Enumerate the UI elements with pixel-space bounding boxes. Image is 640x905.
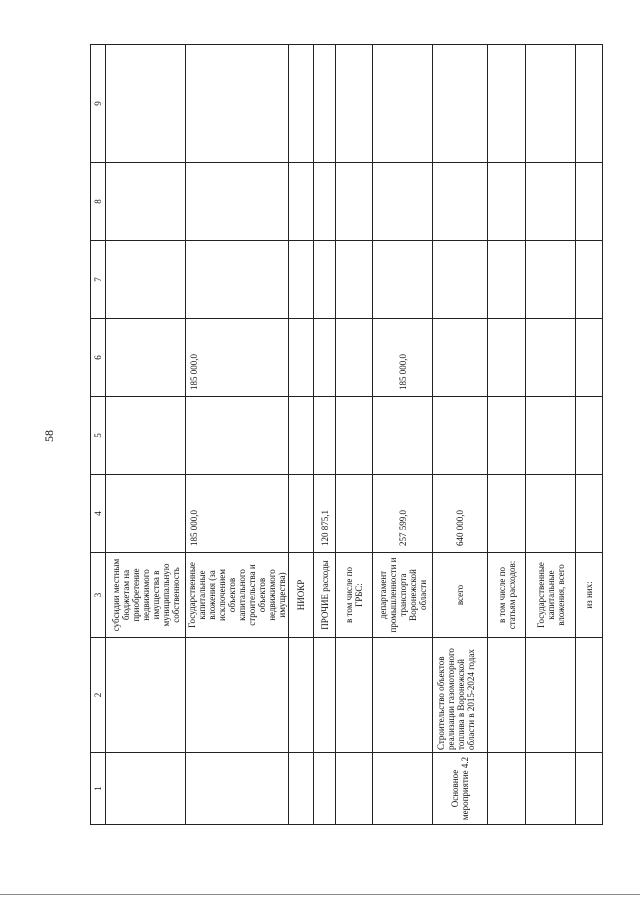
cell [526, 163, 576, 241]
cell [186, 45, 289, 163]
col-header-1: 1 [91, 753, 106, 825]
budget-table [90, 44, 603, 825]
cell [433, 241, 488, 319]
cell [106, 319, 186, 397]
cell [526, 753, 576, 825]
cell: субсидии местным бюджетам на приобретение недвижимого имущества в муниципальную собственность [106, 553, 186, 638]
cell [373, 163, 433, 241]
col-header-7: 7 [91, 241, 106, 319]
cell [433, 397, 488, 475]
cell: департамент промышленности и транспорта Воронежской области [373, 553, 433, 638]
cell [526, 638, 576, 753]
cell [289, 475, 314, 553]
cell [186, 163, 289, 241]
cell [576, 45, 603, 163]
cell [526, 475, 576, 553]
cell [186, 397, 289, 475]
cell: 640 000,0 [433, 475, 488, 553]
table-row [576, 45, 603, 825]
cell: Строительство объектов реализации газомоторного топлива в Воронежской области в 2015-2024 годах [433, 638, 488, 753]
cell [289, 397, 314, 475]
table-row [336, 45, 373, 825]
page-number: 58 [42, 430, 56, 442]
cell: 185 000,0 [186, 475, 289, 553]
col-header-9: 9 [91, 45, 106, 163]
cell [526, 45, 576, 163]
col-header-8: 8 [91, 163, 106, 241]
cell: Государственные капитальные вложения, всего [526, 553, 576, 638]
cell: 185 000,0 [373, 319, 433, 397]
cell [488, 475, 526, 553]
cell [373, 638, 433, 753]
cell [106, 397, 186, 475]
cell [433, 163, 488, 241]
col-header-4: 4 [91, 475, 106, 553]
cell [576, 163, 603, 241]
cell [186, 241, 289, 319]
cell [336, 397, 373, 475]
cell [336, 753, 373, 825]
table-row [289, 45, 314, 825]
cell [373, 45, 433, 163]
cell [106, 163, 186, 241]
cell [314, 638, 336, 753]
header-row [91, 45, 106, 825]
cell [289, 45, 314, 163]
cell [373, 753, 433, 825]
cell [314, 319, 336, 397]
cell [314, 45, 336, 163]
table-row [433, 45, 488, 825]
table-row [373, 45, 433, 825]
cell [576, 319, 603, 397]
cell [106, 241, 186, 319]
cell [488, 241, 526, 319]
cell: Государственные капитальные вложения (за исключением объектов капитального строительства и объектов недвижимого имущества) [186, 553, 289, 638]
cell: в том числе по ГРБС: [336, 553, 373, 638]
cell: всего [433, 553, 488, 638]
cell: Основное мероприятие 4.2 [433, 753, 488, 825]
cell [106, 45, 186, 163]
cell [336, 163, 373, 241]
cell [314, 241, 336, 319]
table-row [186, 45, 289, 825]
cell: 257 599,0 [373, 475, 433, 553]
cell [336, 241, 373, 319]
cell [488, 319, 526, 397]
cell [526, 397, 576, 475]
col-header-6: 6 [91, 319, 106, 397]
cell [488, 753, 526, 825]
cell [576, 475, 603, 553]
col-header-5: 5 [91, 397, 106, 475]
table-row [526, 45, 576, 825]
cell [576, 397, 603, 475]
cell [488, 638, 526, 753]
cell [576, 753, 603, 825]
cell [526, 241, 576, 319]
cell: 120 875,1 [314, 475, 336, 553]
page-bottom-rule [0, 894, 640, 895]
cell [488, 163, 526, 241]
cell [106, 475, 186, 553]
cell [433, 319, 488, 397]
cell: ПРОЧИЕ расходы [314, 553, 336, 638]
cell [336, 638, 373, 753]
table-row [314, 45, 336, 825]
cell [576, 241, 603, 319]
cell: в том числе по статьям расходов: [488, 553, 526, 638]
col-header-3: 3 [91, 553, 106, 638]
cell [289, 241, 314, 319]
cell [373, 241, 433, 319]
table-row [488, 45, 526, 825]
cell [488, 397, 526, 475]
cell [576, 638, 603, 753]
cell [488, 45, 526, 163]
cell [106, 753, 186, 825]
cell [289, 163, 314, 241]
cell [289, 638, 314, 753]
cell [289, 753, 314, 825]
cell [336, 319, 373, 397]
col-header-2: 2 [91, 638, 106, 753]
cell [314, 163, 336, 241]
cell [336, 45, 373, 163]
cell [433, 45, 488, 163]
cell [336, 475, 373, 553]
cell [526, 319, 576, 397]
cell [106, 638, 186, 753]
cell: НИОКР [289, 553, 314, 638]
cell [314, 397, 336, 475]
cell [289, 319, 314, 397]
cell: из них: [576, 553, 603, 638]
cell [186, 638, 289, 753]
cell [373, 397, 433, 475]
cell: 185 000,0 [186, 319, 289, 397]
budget-table-rotated [90, 45, 595, 825]
cell [314, 753, 336, 825]
cell [186, 753, 289, 825]
table-row [106, 45, 186, 825]
